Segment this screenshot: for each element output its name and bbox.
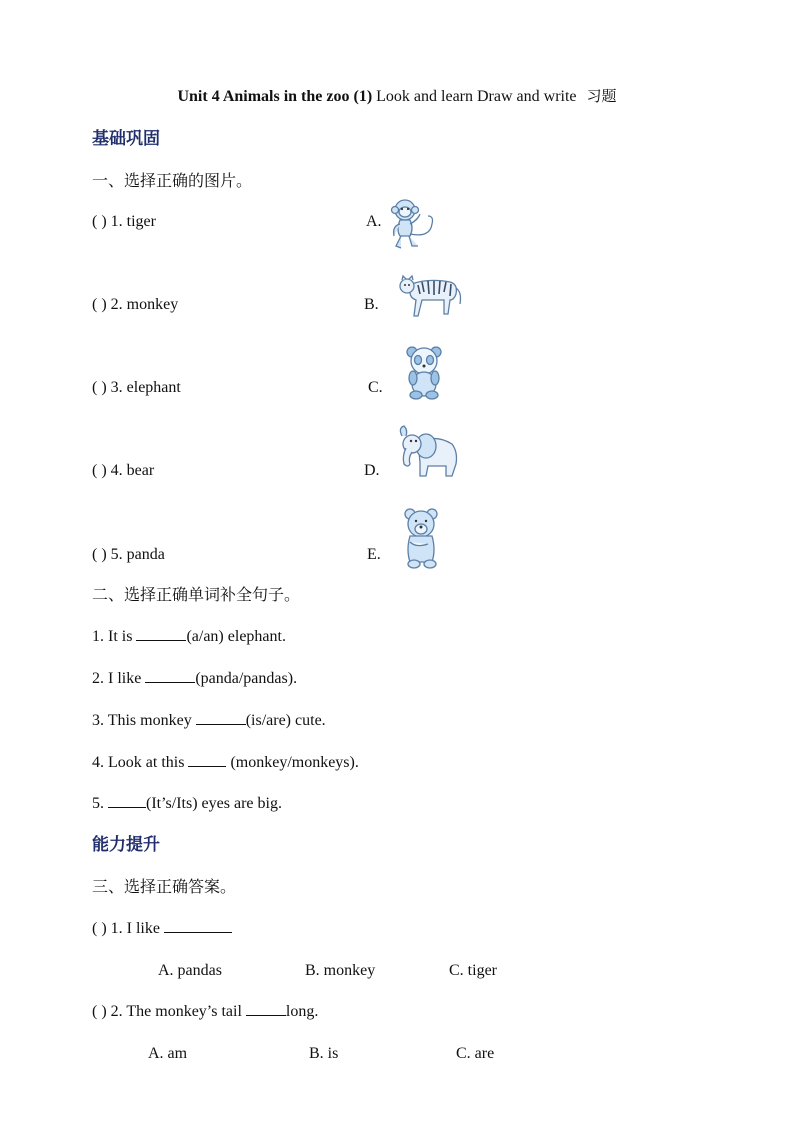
q1-choice-a[interactable]: A. pandas [158,962,222,979]
sentence-start: 1. It is [92,628,133,645]
option-letter-b: B. [364,296,379,313]
q2-choice-c[interactable]: C. are [456,1045,495,1062]
word-hint: (a/an) [186,628,224,645]
answer-paren[interactable]: ( ) [92,296,107,313]
part2-item-2 [92,668,297,690]
sentence-start: 5. [92,795,104,812]
title-cn: 习题 [586,87,617,105]
part1-item-3 [92,377,181,399]
answer-paren[interactable]: ( ) [92,546,107,563]
answer-blank[interactable] [246,1001,286,1016]
section-advanced-heading: 能力提升 [92,835,160,855]
question-text: 2. The monkey’s tail [110,1003,242,1020]
part3-question-1 [92,918,232,940]
question-end: long. [285,1003,319,1020]
bear-icon [402,506,442,570]
answer-paren[interactable]: ( ) [92,1003,107,1020]
tiger-icon [398,270,466,324]
q2-choice-a[interactable]: A. am [148,1045,188,1062]
sentence-end: eyes are big. [201,795,282,812]
sentence-start: 2. I like [92,670,142,687]
part1-item-5 [92,544,165,566]
part2-heading: 二、选择正确单词补全句子。 [92,585,301,604]
answer-blank[interactable] [108,793,146,808]
option-letter-a: A. [366,213,382,230]
answer-paren[interactable]: ( ) [92,462,107,479]
option-letter-e: E. [367,546,381,563]
elephant-icon [396,424,460,480]
item-text: 4. bear [110,462,155,479]
question-text: 1. I like [110,920,160,937]
part2-item-5 [92,793,282,815]
monkey-icon [388,196,440,252]
part2-item-4 [92,752,359,774]
sentence-start: 4. Look at this [92,754,185,771]
sentence-end: elephant. [227,628,286,645]
sentence-start: 3. This monkey [92,712,192,729]
part3-question-2 [92,1001,318,1023]
answer-paren[interactable]: ( ) [92,920,107,937]
title-unit: Unit 4 Animals in the zoo [177,88,350,105]
section-basic-heading: 基础巩固 [92,129,160,149]
item-text: 2. monkey [110,296,179,313]
q1-choice-b[interactable]: B. monkey [305,962,376,979]
part1-heading: 一、选择正确的图片。 [92,171,253,190]
part3-heading: 三、选择正确答案。 [92,877,237,896]
item-text: 5. panda [110,546,165,563]
option-letter-d: D. [364,462,380,479]
part2-item-3 [92,710,326,732]
answer-blank[interactable] [145,668,195,683]
answer-paren[interactable]: ( ) [92,213,107,230]
page-title [0,86,794,107]
option-letter-c: C. [368,379,383,396]
answer-blank[interactable] [164,918,232,933]
part2-item-1 [92,626,286,648]
part1-item-2 [92,294,178,316]
item-text: 1. tiger [110,213,156,230]
answer-blank[interactable] [196,710,246,725]
q1-choice-c[interactable]: C. tiger [449,962,497,979]
word-hint: (It’s/Its) [146,795,198,812]
q2-choice-b[interactable]: B. is [309,1045,339,1062]
word-hint: (is/are) [245,712,292,729]
word-hint: (monkey/monkeys). [230,754,359,771]
item-text: 3. elephant [110,379,181,396]
answer-paren[interactable]: ( ) [92,379,107,396]
part1-item-4 [92,460,154,482]
answer-blank[interactable] [136,626,186,641]
panda-icon [404,344,446,400]
part1-item-1 [92,211,156,233]
word-hint: (panda/pandas). [195,670,298,687]
sentence-end: cute. [295,712,326,729]
title-rest: Look and learn Draw and write [376,88,577,105]
title-part: (1) [353,88,373,105]
answer-blank[interactable] [188,752,226,767]
